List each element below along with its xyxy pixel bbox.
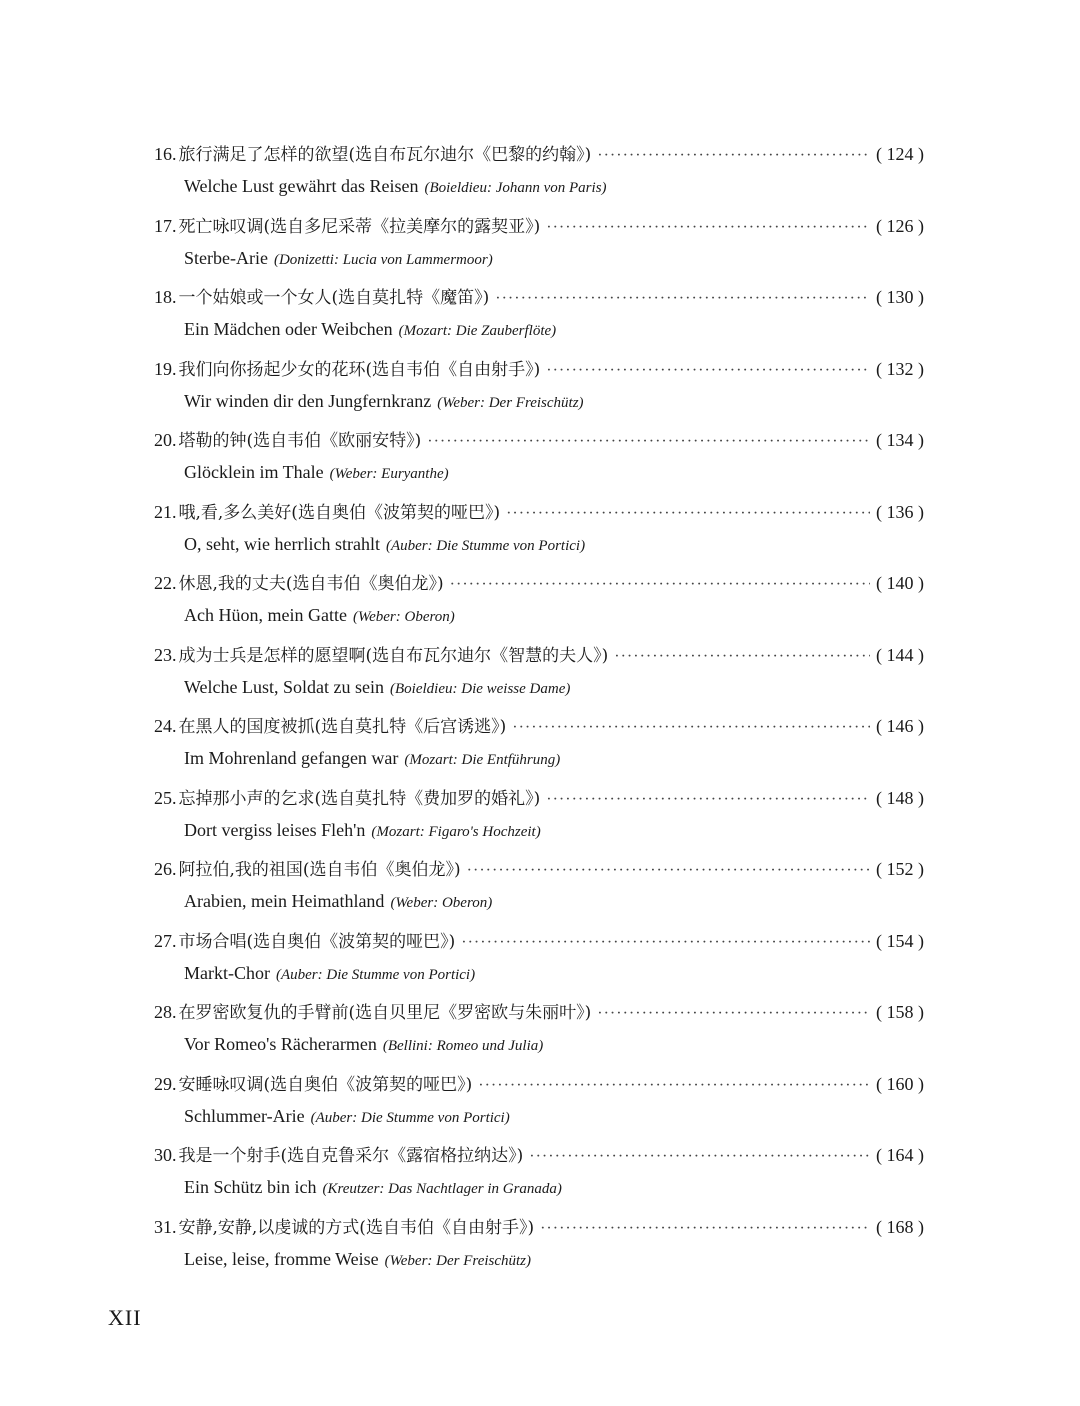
dot-leader: [529, 1148, 870, 1166]
page-reference: ( 126 ): [876, 215, 924, 236]
dot-leader: [597, 147, 870, 165]
chinese-title-line: [154, 998, 924, 1034]
entry-number: 16.: [154, 144, 177, 164]
german-title-line: [154, 1249, 924, 1285]
chinese-title: 在罗密欧复仇的手臂前(选自贝里尼《罗密欧与朱丽叶》): [178, 1003, 592, 1023]
german-title: Vor Romeo's Rächerarmen: [184, 1034, 377, 1054]
dot-leader: [597, 1005, 870, 1023]
german-title: Welche Lust gewährt das Reisen: [184, 176, 419, 196]
toc-entry: [154, 641, 924, 713]
chinese-title-line: [154, 1070, 924, 1106]
german-title-line: [154, 248, 924, 284]
toc-entry: [154, 283, 924, 355]
chinese-title-line: [154, 1213, 924, 1249]
german-title-line: [154, 1034, 924, 1070]
german-title-line: [154, 462, 924, 498]
dot-leader: [512, 719, 870, 737]
german-title: Ach Hüon, mein Gatte: [184, 605, 347, 625]
chinese-title: 安静,安静,以虔诚的方式(选自韦伯《自由射手》): [178, 1217, 535, 1238]
chinese-title-line: [154, 784, 924, 820]
dot-leader: [614, 648, 870, 666]
opera-source: (Mozart: Die Entführung): [404, 752, 561, 768]
german-title-line: [154, 605, 924, 641]
dot-leader: [450, 576, 870, 594]
chinese-title-line: [154, 641, 924, 677]
chinese-title: 休恩,我的丈夫(选自韦伯《奥伯龙》): [178, 574, 444, 594]
german-title-line: [154, 677, 924, 713]
chinese-title: 阿拉伯,我的祖国(选自韦伯《奥伯龙》): [178, 860, 461, 880]
opera-source: (Donizetti: Lucia von Lammermoor): [273, 251, 493, 268]
table-of-contents: [154, 140, 924, 1284]
german-title-line: [154, 963, 924, 999]
toc-entry: [154, 927, 924, 999]
toc-entry: [154, 1213, 924, 1285]
german-title-line: [154, 748, 924, 784]
german-title-line: [154, 1177, 924, 1213]
entry-number: 23.: [154, 644, 177, 665]
german-title: Ein Mädchen oder Weibchen: [184, 319, 393, 339]
chinese-title-line: [154, 855, 924, 891]
opera-source: (Bellini: Romeo und Julia): [382, 1038, 544, 1054]
page-reference: ( 164 ): [876, 1145, 924, 1165]
entry-number: 28.: [154, 1002, 177, 1022]
dot-leader: [427, 433, 870, 451]
chinese-title: 塔勒的钟(选自韦伯《欧丽安特》): [178, 431, 422, 451]
chinese-title: 旅行满足了怎样的欲望(选自布瓦尔迪尔《巴黎的约翰》): [178, 145, 592, 165]
chinese-title: 安睡咏叹调(选自奥伯《波第契的哑巴》): [178, 1074, 473, 1095]
opera-source: (Weber: Oberon): [390, 895, 493, 911]
entry-number: 26.: [154, 859, 177, 879]
entry-number: 17.: [154, 215, 177, 236]
entry-number: 27.: [154, 930, 177, 951]
chinese-title: 我是一个射手(选自克鲁采尔《露宿格拉纳达》): [178, 1146, 524, 1166]
page-reference: ( 154 ): [876, 930, 924, 951]
dot-leader: [467, 862, 870, 880]
chinese-title: 市场合唱(选自奥伯《波第契的哑巴》): [178, 931, 456, 952]
dot-leader: [546, 791, 870, 809]
chinese-title: 在黑人的国度被抓(选自莫扎特《后宫诱逃》): [178, 717, 507, 737]
page-reference: ( 152 ): [876, 859, 924, 879]
german-title: Markt-Chor: [184, 962, 270, 983]
page-reference: ( 148 ): [876, 787, 924, 808]
german-title: Wir winden dir den Jungfernkranz: [184, 390, 432, 411]
opera-source: (Boieldieu: Die weisse Dame): [390, 680, 571, 697]
entry-number: 18.: [154, 287, 177, 307]
opera-source: (Weber: Der Freischütz): [384, 1252, 532, 1269]
german-title: Sterbe-Arie: [184, 247, 268, 268]
dot-leader: [506, 505, 870, 523]
german-title-line: [154, 820, 924, 856]
toc-entry: [154, 569, 924, 641]
dot-leader: [461, 934, 870, 952]
toc-entry: [154, 1141, 924, 1213]
german-title: Ein Schütz bin ich: [184, 1177, 317, 1197]
chinese-title-line: [154, 212, 924, 248]
opera-source: (Weber: Oberon): [352, 609, 455, 625]
chinese-title: 哦,看,多么美好(选自奥伯《波第契的哑巴》): [178, 502, 501, 523]
german-title-line: [154, 391, 924, 427]
entry-number: 30.: [154, 1145, 177, 1165]
german-title-line: [154, 319, 924, 355]
toc-entry: [154, 426, 924, 498]
page-reference: ( 158 ): [876, 1002, 924, 1022]
chinese-title-line: [154, 355, 924, 391]
toc-entry: [154, 998, 924, 1070]
dot-leader: [495, 290, 870, 308]
german-title: Dort vergiss leises Fleh'n: [184, 819, 366, 840]
chinese-title-line: [154, 1141, 924, 1177]
page-reference: ( 140 ): [876, 573, 924, 593]
chinese-title: 忘掉那小声的乞求(选自莫扎特《费加罗的婚礼》): [178, 788, 541, 809]
entry-number: 31.: [154, 1216, 177, 1237]
page-reference: ( 146 ): [876, 716, 924, 736]
page-reference: ( 130 ): [876, 287, 924, 307]
chinese-title-line: [154, 927, 924, 963]
chinese-title-line: [154, 498, 924, 534]
dot-leader: [540, 1220, 870, 1238]
opera-source: (Mozart: Die Zauberflöte): [398, 323, 557, 339]
entry-number: 21.: [154, 501, 177, 522]
german-title: Glöcklein im Thale: [184, 462, 324, 482]
chinese-title-line: [154, 283, 924, 319]
chinese-title-line: [154, 569, 924, 605]
german-title: Im Mohrenland gefangen war: [184, 748, 399, 768]
entry-number: 24.: [154, 716, 177, 736]
toc-entry: [154, 140, 924, 212]
page-number: XII: [108, 1305, 142, 1330]
toc-entry: [154, 498, 924, 570]
entry-number: 20.: [154, 430, 177, 450]
toc-entry: [154, 855, 924, 927]
german-title: Leise, leise, fromme Weise: [184, 1248, 379, 1269]
page-reference: ( 132 ): [876, 358, 924, 379]
toc-entry: [154, 784, 924, 856]
dot-leader: [478, 1077, 870, 1095]
page-reference: ( 134 ): [876, 430, 924, 450]
german-title: Schlummer-Arie: [184, 1105, 305, 1126]
opera-source: (Kreutzer: Das Nachtlager in Granada): [322, 1181, 562, 1197]
entry-number: 29.: [154, 1073, 177, 1094]
german-title: O, seht, wie herrlich strahlt: [184, 533, 380, 554]
toc-entry: [154, 1070, 924, 1142]
german-title-line: [154, 1106, 924, 1142]
entry-number: 19.: [154, 358, 177, 379]
opera-source: (Auber: Die Stumme von Portici): [275, 966, 476, 983]
chinese-title: 死亡咏叹调(选自多尼采蒂《拉美摩尔的露契亚》): [178, 216, 541, 237]
chinese-title-line: [154, 712, 924, 748]
chinese-title-line: [154, 140, 924, 176]
opera-source: (Boieldieu: Johann von Paris): [424, 180, 607, 196]
german-title: Arabien, mein Heimathland: [184, 891, 385, 911]
opera-source: (Weber: Euryanthe): [329, 466, 449, 482]
toc-entry: [154, 712, 924, 784]
german-title: Welche Lust, Soldat zu sein: [184, 676, 385, 697]
chinese-title: 成为士兵是怎样的愿望啊(选自布瓦尔迪尔《智慧的夫人》): [178, 645, 609, 666]
opera-source: (Auber: Die Stumme von Portici): [310, 1109, 510, 1126]
page-reference: ( 160 ): [876, 1073, 924, 1094]
opera-source: (Auber: Die Stumme von Portici): [385, 537, 586, 554]
page-reference: ( 136 ): [876, 501, 924, 522]
chinese-title: 一个姑娘或一个女人(选自莫扎特《魔笛》): [178, 288, 490, 308]
toc-entry: [154, 355, 924, 427]
german-title-line: [154, 534, 924, 570]
page-reference: ( 168 ): [876, 1216, 924, 1237]
dot-leader: [546, 219, 870, 237]
entry-number: 25.: [154, 787, 177, 808]
german-title-line: [154, 176, 924, 212]
page-reference: ( 124 ): [876, 144, 924, 164]
opera-source: (Weber: Der Freischütz): [437, 394, 584, 411]
page-reference: ( 144 ): [876, 644, 924, 665]
chinese-title: 我们向你扬起少女的花环(选自韦伯《自由射手》): [178, 359, 541, 380]
opera-source: (Mozart: Figaro's Hochzeit): [371, 823, 541, 840]
entry-number: 22.: [154, 573, 177, 593]
german-title-line: [154, 891, 924, 927]
dot-leader: [546, 362, 870, 380]
toc-entry: [154, 212, 924, 284]
chinese-title-line: [154, 426, 924, 462]
